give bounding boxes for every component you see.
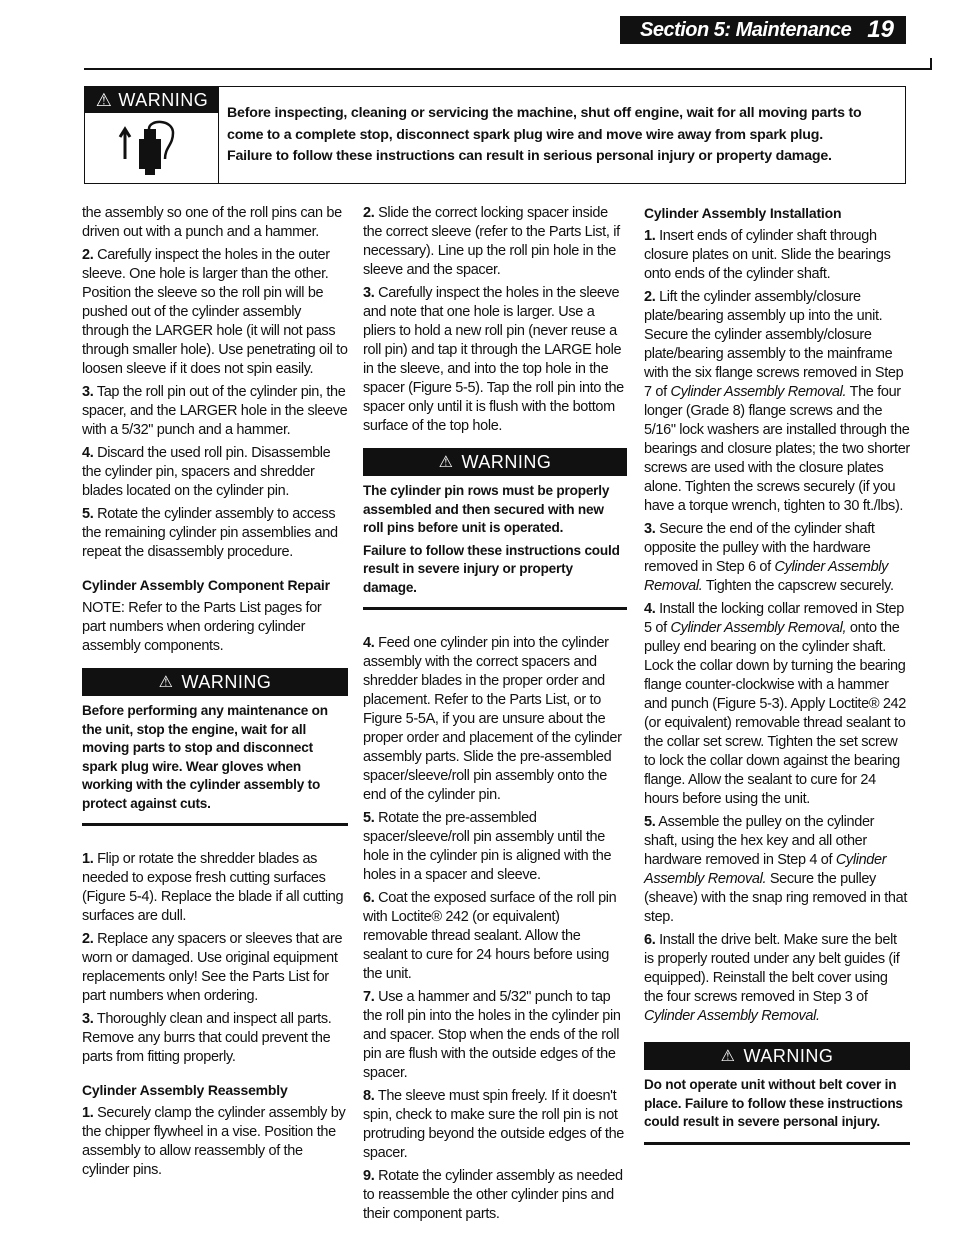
install-step-1: 1. Insert ends of cylinder shaft through closure plates on unit. Slide the bearings onto ends of the cylinder shaft. (644, 228, 891, 282)
step-5: 5. Rotate the cylinder assembly to access the remaining cylinder pin assemblies and repeat the disassembly procedure. (82, 506, 338, 560)
warning-triangle-icon: ⚠ (158, 673, 174, 691)
step-3: 3. Tap the roll pin out of the cylinder pin, the spacer, and the LARGER hole in the sleeve with a 5/32" punch and a hammer. (82, 384, 348, 438)
warning-rule (82, 823, 348, 826)
warning-box-belt-cover (644, 1042, 910, 1145)
warning-text: The cylinder pin rows must be properly assembled and then secured with new roll pins before unit is operated. Failure to follow these instructions could result in severe injury or property damage. (363, 483, 620, 595)
main-warning-line2: Failure to follow these instructions can result in serious personal injury or property damage. (227, 148, 832, 164)
warning-text: Before performing any maintenance on the unit, stop the engine, wait for all moving parts to stop and disconnect spark plug wire. Wear gloves when working with the cylinder assembly to protect against cuts. (82, 703, 328, 811)
main-warning-line1: Before inspecting, cleaning or servicing the machine, shut off engine, wait for all moving parts to come to a complete stop, disconnect spark plug wire and move wire away from spark plug. (227, 105, 862, 143)
warning-bar: ⚠ WARNING (82, 668, 348, 696)
warning-triangle-icon: ⚠ (720, 1047, 736, 1065)
warning-box-cylinder-pins (363, 448, 627, 610)
column-3 (644, 204, 910, 1155)
step-2: 2. Slide the correct locking spacer inside the correct sleeve (refer to the Parts List, if necessary). Line up the roll pin hole in the sleeve and the spacer. (363, 205, 620, 278)
repair-step-1: 1. Flip or rotate the shredder blades as needed to expose fresh cutting surfaces (Figure 5-4). Replace the blade if all cutting surfaces are dull. (82, 851, 344, 924)
step-3: 3. Carefully inspect the holes in the sleeve and note that one hole is larger. Use a pliers to hold a new roll pin (never reuse a roll pin) and tap it through the LARGE hole in the sleeve, and into the top hole in the spacer (Figure 5-5). Tap the roll pin into the spacer only until it is flush with the bottom surface of the top hole. (363, 285, 624, 434)
section-header (620, 16, 906, 44)
warning-bar: ⚠ WARNING (363, 448, 627, 476)
install-step-6: 6. Install the drive belt. Make sure the belt is properly routed under any belt guides (if equipped). Reinstall the belt cover using the four screws removed in Step 3 of Cylinder Assembly Removal. (644, 932, 900, 1024)
install-step-4: 4. Install the locking collar removed in Step 5 of Cylinder Assembly Removal, onto the pulley end bearing on the cylinder shaft. Lock the collar down by turning the bearing flange counter-clockwise with a hammer and punch (Figure 5-3). Apply Loctite® 242 (or equivalent) removable thread sealant to the collar set screw. Tighten the set screw to lock the collar down against the bearing flange. Allow the sealant to cure for 24 hours before using the unit. (644, 601, 906, 807)
heading-reassembly: Cylinder Assembly Reassembly (82, 1082, 288, 1098)
step-7: 7. Use a hammer and 5/32" punch to tap the roll pin into the holes in the cylinder pin and spacer. Stop when the ends of the roll pin are flush with the outside edges of the spacer. (363, 989, 621, 1081)
warning-box-maintenance (82, 668, 348, 826)
section-title: Section 5: Maintenance (640, 18, 852, 41)
warning-bar: ⚠ WARNING (644, 1042, 910, 1070)
step-9: 9. Rotate the cylinder assembly as needed to reassemble the other cylinder pins and their component parts. (363, 1168, 623, 1222)
column-2 (363, 204, 627, 1228)
page-number: 19 (867, 16, 894, 43)
warning-icon-cell (85, 87, 219, 183)
warning-rule (644, 1142, 910, 1145)
reassembly-step-1: 1. Securely clamp the cylinder assembly by the chipper flywheel in a vise. Position the assembly to allow reassembly of the cylinder pins. (82, 1105, 346, 1178)
step-4: 4. Discard the used roll pin. Disassemble the cylinder pin, spacers and shredder blades located on the cylinder pin. (82, 445, 331, 499)
note: NOTE: Refer to the Parts List pages for part numbers when ordering cylinder assembly components. (82, 600, 322, 654)
step-6: 6. Coat the exposed surface of the roll pin with Loctite® 242 (or equivalent) removable thread sealant. Allow the sealant to cure for 24 hours before using the unit. (363, 890, 617, 982)
main-warning-text (227, 103, 899, 168)
step-2: 2. Carefully inspect the holes in the outer sleeve. One hole is larger than the other. Position the sleeve so the roll pin will be pushed out of the cylinder assembly through the LARGER hole (it will not pass through smaller hole). Use penetrating oil to loosen sleeve if it does not spin easily. (82, 247, 348, 377)
heading-installation: Cylinder Assembly Installation (644, 205, 842, 221)
column-1 (82, 204, 348, 1184)
warning-text: Do not operate unit without belt cover in place. Failure to follow these instructions could result in severe personal injury. (644, 1077, 903, 1129)
repair-step-3: 3. Thoroughly clean and inspect all parts. Remove any burrs that could prevent the parts from fitting properly. (82, 1011, 332, 1065)
step-4: 4. Feed one cylinder pin into the cylinder assembly with the correct spacers and shredder blades in the proper order and placement. Refer to the Parts List, or to Figure 5-5A, if you are unsure about the proper order and placement of the cylinder assembly parts. Slide the pre-assembled spacer/sleeve/roll pin assembly onto the end of the cylinder pin. (363, 635, 622, 803)
warning-label: ⚠ WARNING (85, 87, 219, 113)
header-rule-tick (930, 58, 932, 70)
install-step-3: 3. Secure the end of the cylinder shaft opposite the pulley with the hardware removed in Step 6 of Cylinder Assembly Removal. Tighten the capscrew securely. (644, 521, 894, 594)
main-warning-box (84, 86, 906, 184)
step-5: 5. Rotate the pre-assembled spacer/sleeve/roll pin assembly until the hole in the cylinder pin is aligned with the holes in a spacer and sleeve. (363, 810, 612, 883)
spark-plug-disconnect-icon (115, 119, 187, 175)
heading-component-repair: Cylinder Assembly Component Repair (82, 577, 330, 593)
paragraph: the assembly so one of the roll pins can be driven out with a punch and a hammer. (82, 205, 342, 240)
warning-triangle-icon: ⚠ (438, 453, 454, 471)
install-step-2: 2. Lift the cylinder assembly/closure plate/bearing assembly up into the unit. Secure the cylinder assembly/closure plate/bearing assembly to the mainframe with the six flange screws removed in Step 7 of Cylinder Assembly Removal. The four longer (Grade 8) flange screws and the 5/16" lock washers are installed through the bearings and closure plates; the two shorter screws are used with the closure plates alone. Tighten the screws securely (if you have a torque wrench, tighten to 30 ft./lbs). (644, 289, 910, 514)
warning-rule (363, 607, 627, 610)
header-rule (84, 68, 932, 70)
step-8: 8. The sleeve must spin freely. If it doesn't spin, check to make sure the roll pin is not protruding beyond the outside edges of the spacer. (363, 1088, 625, 1161)
install-step-5: 5. Assemble the pulley on the cylinder shaft, using the hex key and all other hardware removed in Step 4 of Cylinder Assembly Removal. Secure the pulley (sheave) with the snap ring removed in that step. (644, 814, 908, 925)
repair-step-2: 2. Replace any spacers or sleeves that are worn or damaged. Use original equipment replacements only! See the Parts List for part numbers when ordering. (82, 931, 343, 1004)
warning-triangle-icon: ⚠ (95, 89, 113, 110)
